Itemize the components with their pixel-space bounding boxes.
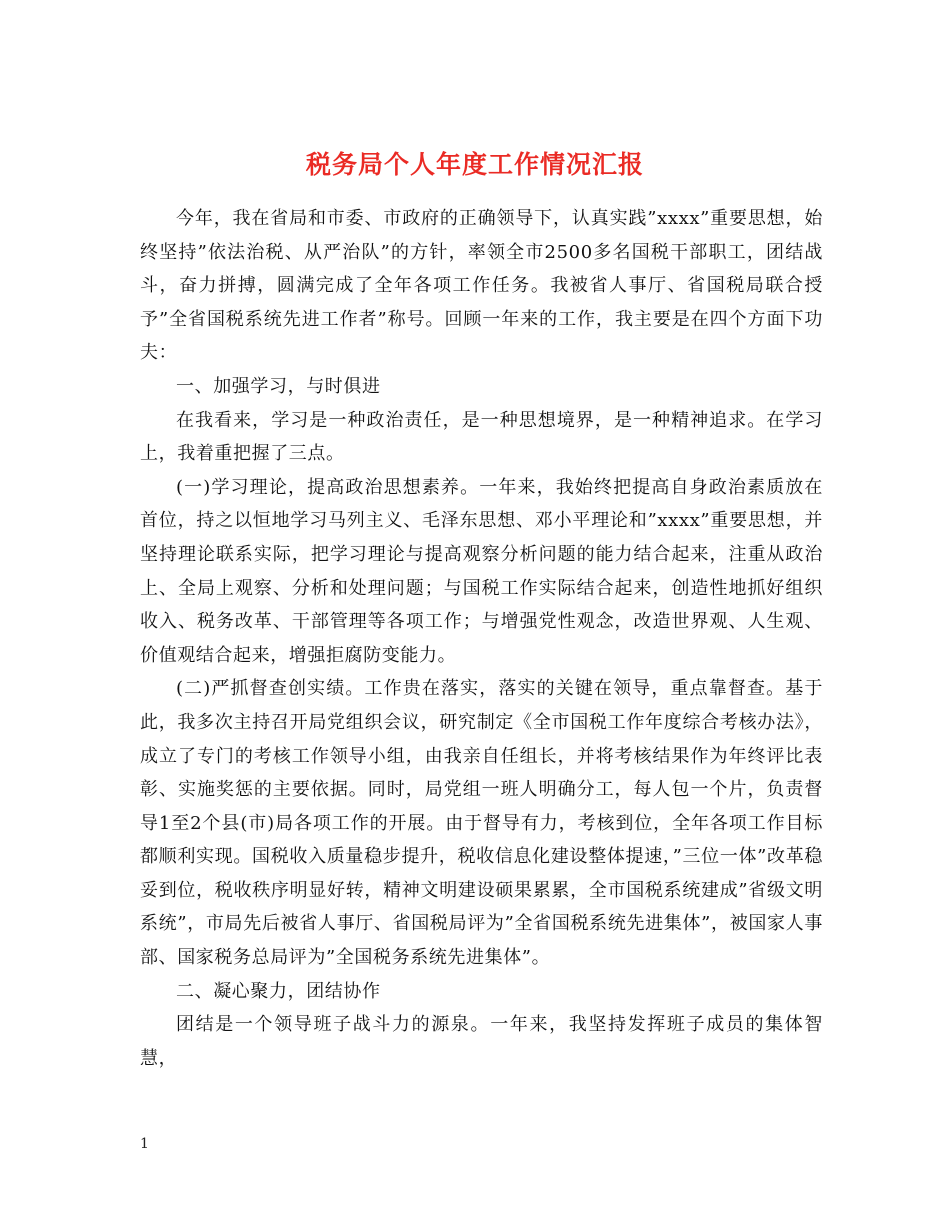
document-body	[140, 202, 823, 1075]
paragraph-intro: 今年，我在省局和市委、市政府的正确领导下，认真实践”xxxx”重要思想，始终坚持”依法治税、从严治队”的方针，率领全市2500多名国税干部职工，团结战斗，奋力拼搏，圆满完成了全年各项工作任务。我被省人事厅、省国税局联合授予”全省国税系统先进工作者”称号。回顾一年来的工作，我主要是在四个方面下功夫：	[140, 208, 823, 364]
paragraph-theory: (一)学习理论，提高政治思想素养。一年来，我始终把提高自身政治素质放在首位，持之以恒地学习马列主义、毛泽东思想、邓小平理论和”xxxx”重要思想，并坚持理论联系实际，把学习理论与提高观察分析问题的能力结合起来，注重从政治上、全局上观察、分析和处理问题；与国税工作实际结合起来，创造性地抓好组织收入、税务改革、干部管理等各项工作；与增强党性观念，改造世界观、人生观、价值观结合起来，增强拒腐防变能力。	[140, 476, 823, 666]
paragraph-unity: 团结是一个领导班子战斗力的源泉。一年来，我坚持发挥班子成员的集体智慧，	[140, 1014, 823, 1069]
paragraph-learning: 在我看来，学习是一种政治责任，是一种思想境界，是一种精神追求。在学习上，我着重把握了三点。	[140, 409, 823, 465]
paragraph-supervision: (二)严抓督查创实绩。工作贵在落实，落实的关键在领导，重点靠督查。基于此，我多次主持召开局党组织会议，研究制定《全市国税工作年度综合考核办法》，成立了专门的考核工作领导小组，由我亲自任组长，并将考核结果作为年终评比表彰、实施奖惩的主要依据。同时，局党组一班人明确分工，每人包一个片，负责督导1至2个县(市)局各项工作的开展。由于督导有力，考核到位，全年各项工作目标都顺利实现。国税收入质量稳步提升，税收信息化建设整体提速，”三位一体”改革稳妥到位，税收秩序明显好转，精神文明建设硕果累累，全市国税系统建成”省级文明系统”，市局先后被省人事厅、省国税局评为”全省国税系统先进集体”，被国家人事部、国家税务总局评为”全国税务系统先进集体”。	[140, 678, 823, 969]
heading-section-1: 一、加强学习，与时俱进	[176, 375, 381, 397]
page-number: 1	[140, 1136, 149, 1152]
document-title: 税务局个人年度工作情况汇报	[305, 149, 644, 179]
heading-section-2: 二、凝心聚力，团结协作	[176, 980, 381, 1002]
